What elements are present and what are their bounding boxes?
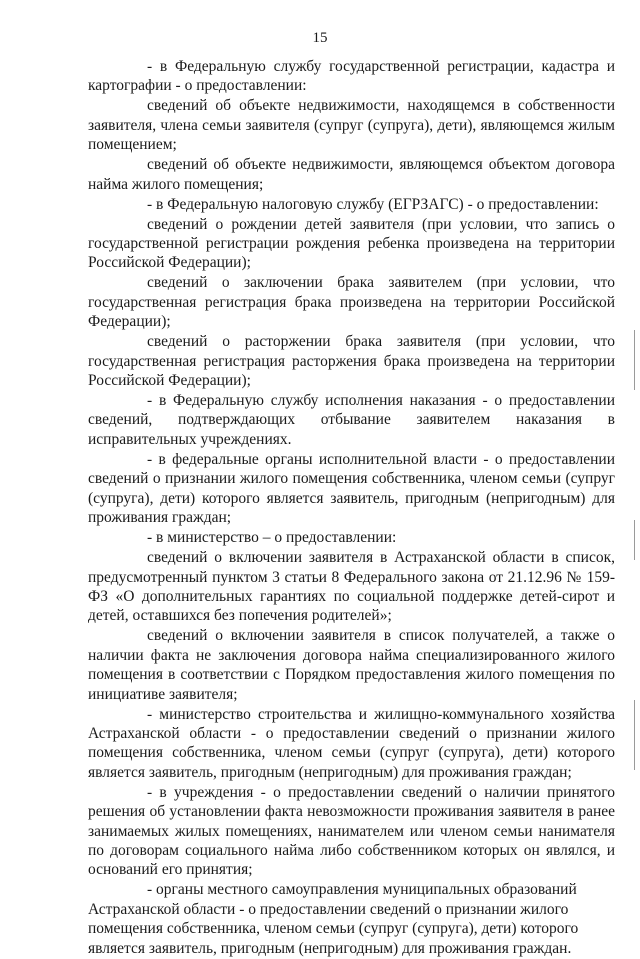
paragraph: - в Федеральную службу государственной регистрации, кадастра и картографии - о предоставлении: xyxy=(88,58,615,95)
paragraph: - в Федеральную службу исполнения наказания - о предоставлении сведений, подтверждающих отбывание заявителем наказания в исправительных учреждениях. xyxy=(88,392,615,448)
page-number: 15 xyxy=(312,30,328,46)
paragraph: - в учреждения - о предоставлении сведений о наличии принятого решения об установлении факта невозможности проживания заявителя в ранее занимаемых жилых помещениях, нанимателем или членом семьи нанимателя по договорам социального найма либо собственником которых он являлся, и оснований его принятия; xyxy=(88,783,615,879)
paragraph: - органы местного самоуправления муниципальных образований Астраханской области - о предоставлении сведений о признании жилого помещения собственника, членом семьи (супруг (супруга), дети) которого является заявитель, пригодным (непригодным) для проживания граждан. xyxy=(88,881,579,957)
paragraph: сведений о включении заявителя в Астраханской области в список, предусмотренный пунктом 3 статьи 8 Федерального закона от 21.12.96 № 159-ФЗ «О дополнительных гарантиях по социальной поддержке детей-сирот и детей, оставшихся без попечения родителей»; xyxy=(88,549,615,625)
paragraph: сведений о рождении детей заявителя (при условии, что запись о государственной регистрации рождения ребенка произведена на территории Российской Федерации); xyxy=(88,215,615,272)
paragraph: сведений об объекте недвижимости, являющемся объектом договора найма жилого помещения; xyxy=(88,156,615,193)
paragraph: сведений о заключении брака заявителем (при условии, что государственная регистрация брака произведена на территории Российской Федерации); xyxy=(88,274,615,331)
paragraph: сведений об объекте недвижимости, находящемся в собственности заявителя, члена семьи заявителя (супруг (супруга), дети), являющемся жилым помещением; xyxy=(88,97,615,154)
paragraph: - в Федеральную налоговую службу (ЕГРЗАГС) - о предоставлении: xyxy=(147,195,599,213)
scan-edge-mark xyxy=(634,700,635,770)
paragraph: - в федеральные органы исполнительной власти - о предоставлении сведений о признании жилого помещения собственника, членом семьи (супруг (супруга), дети) которого является заявитель, пригодным (непригодным) для проживания граждан; xyxy=(88,450,615,527)
scan-edge-mark xyxy=(634,520,635,560)
paragraph: - в министерство – о предоставлении: xyxy=(147,529,397,547)
scan-edge-mark xyxy=(634,330,635,390)
document-body xyxy=(88,57,615,959)
paragraph: сведений о включении заявителя в список получателей, а также о наличии факта не заключения договора найма специализированного жилого помещения в соответствии с Порядком предоставления жилого помещения по инициативе заявителя; xyxy=(88,627,615,703)
paragraph: сведений о расторжении брака заявителя (при условии, что государственная регистрация расторжения брака произведена на территории Российской Федерации); xyxy=(88,333,615,390)
paragraph: - министерство строительства и жилищно-коммунального хозяйства Астраханской области - о предоставлении сведений о признании жилого помещения собственника, членом семьи (супруг (супруга), дети) которого является заявитель, пригодным (непригодным) для проживания граждан; xyxy=(88,705,615,781)
